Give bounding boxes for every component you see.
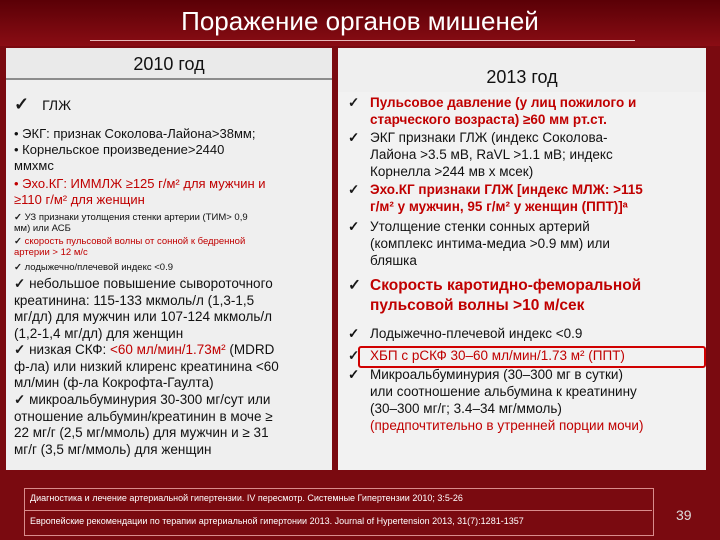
kornell-item: • Корнельское произведение>2440 ммхмс [14,142,225,173]
creatinine-item [14,276,332,342]
mau-item [14,392,332,458]
ekg-item: • ЭКГ: признак Соколова-Лайона>38мм; [14,126,256,141]
ekg-2013-text-2: Лайона >3.5 мВ, RaVL >1.1 мВ; индекс [370,147,613,162]
mau-2013-text-1: Микроальбуминурия (30–300 мг в сутки) [370,367,623,382]
glzh-item [14,94,332,115]
thick-text-2: (комплекс интима-медиа >0.9 мм) или [370,236,610,251]
right-column-2013 [338,92,706,470]
glzh-label: ГЛЖ [42,97,72,113]
pwv-2013-text-2: пульсовой волны >10 м/сек [370,297,585,314]
kornell-text-2: ммхмс [14,158,54,173]
creat-text-4: (1,2-1,4 мг/дл) для женщин [14,325,184,341]
uz-text: УЗ признаки утолщения стенки артерии (ТИМ> 0,9 [24,212,248,223]
echo-text: Эхо.КГ: ИММЛЖ ≥125 г/м² для мужчин и [22,176,266,191]
slide-title: Поражение органов мишеней [181,6,539,36]
creat-text-1: небольшое повышение сывороточного [29,276,273,291]
check-icon: ✓ [14,212,22,223]
check-icon: ✓ [14,262,22,273]
skf-text-2: ф-ла) или низкий клиренс креатинина <60 [14,358,279,374]
title-underline [90,40,635,41]
mau-2013-text-3: (30–300 мг/г; 3.4–34 мг/ммоль) [370,401,562,416]
skf-text-1: (MDRD [225,342,275,357]
reference-2010: Диагностика и лечение артериальной гипертензии. IV пересмотр. Системные Гипертензии 2010; 3:5-26 [30,493,463,503]
check-icon: ✓ [348,130,360,145]
pwv-item [14,236,332,258]
left-column-header [6,48,332,80]
check-icon: ✓ [348,95,360,110]
skf-value: <60 мл/мин/1.73м² [109,342,226,357]
mau-2013-text-4: (предпочтительно в утренней порции мочи) [370,418,644,433]
check-icon: ✓ [348,277,361,294]
mau-text-1: микроальбуминурия 30-300 мг/сут или [29,392,271,407]
mau-2013-text-2: или соотношение альбумина к креатинину [370,384,637,399]
left-column-2010 [6,80,332,470]
echo-2013-text-2: г/м² у мужчин, 95 г/м² у женщин (ППТ)]ᵃ [370,199,628,214]
right-column-header [338,48,706,92]
abi-2013-text: Лодыжечно-плечевой индекс <0.9 [370,326,583,341]
ckd-highlight-box [358,346,706,368]
ekg-text: ЭКГ: признак Соколова-Лайона>38мм; [22,126,256,141]
mau-text-4: мг/г (3,5 мг/ммоль) для женщин [14,441,212,457]
mau-text-3: 22 мг/г (2,5 мг/ммоль) для мужчин и ≥ 31 [14,425,269,440]
ekg-2013-text-3: Корнелла >244 мв х мсек) [370,164,534,179]
creat-text-2: креатинина: 115-133 мкмоль/л (1,3-1,5 [14,292,255,308]
references-divider [24,510,652,511]
skf-label: низкая СКФ: [29,342,110,357]
check-icon: ✓ [348,219,360,234]
page-number: 39 [676,507,692,523]
mau-text-2: отношение альбумин/креатинин в моче ≥ [14,408,273,424]
reference-2013: Европейские рекомендации по терапии артериальной гипертонии 2013. Journal of Hypertension 2013, 31(7):1281-1357 [30,516,524,526]
kornell-text: Корнельское произведение>2440 [22,142,225,157]
left-header-label: 2010 год [133,54,205,74]
echo-item: • Эхо.КГ: ИММЛЖ ≥125 г/м² для мужчин и ≥110 г/м² для женщин [14,176,266,207]
pwv-text-2: артерии > 12 м/с [14,247,88,258]
check-icon: ✓ [348,348,360,363]
check-icon: ✓ [348,367,360,382]
pp-text-2: старческого возраста) ≥60 мм рт.ст. [370,112,607,127]
pwv-text: скорость пульсовой волны от сонной к бедренной [24,236,246,247]
check-icon: ✓ [14,94,30,114]
thick-text-3: бляшка [370,253,417,268]
ckd-text: ХБП с рСКФ 30–60 мл/мин/1.73 м² (ППТ) [370,348,625,363]
uz-text-2: мм) или АСБ [14,223,71,234]
check-icon: ✓ [14,342,26,357]
check-icon: ✓ [14,236,22,247]
check-icon: ✓ [348,326,360,341]
check-icon: ✓ [348,182,360,197]
check-icon: ✓ [14,392,26,407]
abi-text: лодыжечно/плечевой индекс <0.9 [24,262,173,273]
check-icon: ✓ [14,276,26,291]
pwv-2013-text-1: Скорость каротидно-феморальной [370,277,642,294]
thick-text-1: Утолщение стенки сонных артерий [370,219,590,234]
ekg-2013-text-1: ЭКГ признаки ГЛЖ (индекс Соколова- [370,130,608,145]
pp-text-1: Пульсовое давление (у лиц пожилого и [370,95,637,110]
echo-text-2: ≥110 г/м² для женщин [14,192,145,207]
echo-2013-text-1: Эхо.КГ признаки ГЛЖ [индекс МЛЖ: >115 [370,182,643,197]
skf-text-3: мл/мин (ф-ла Кокрофта-Гаулта) [14,375,214,390]
creat-text-3: мг/дл) для мужчин или 107-124 мкмоль/л [14,309,272,324]
right-header-label: 2013 год [486,67,558,87]
uz-item [14,212,332,234]
abi-item [14,262,332,273]
skf-item [14,342,332,392]
